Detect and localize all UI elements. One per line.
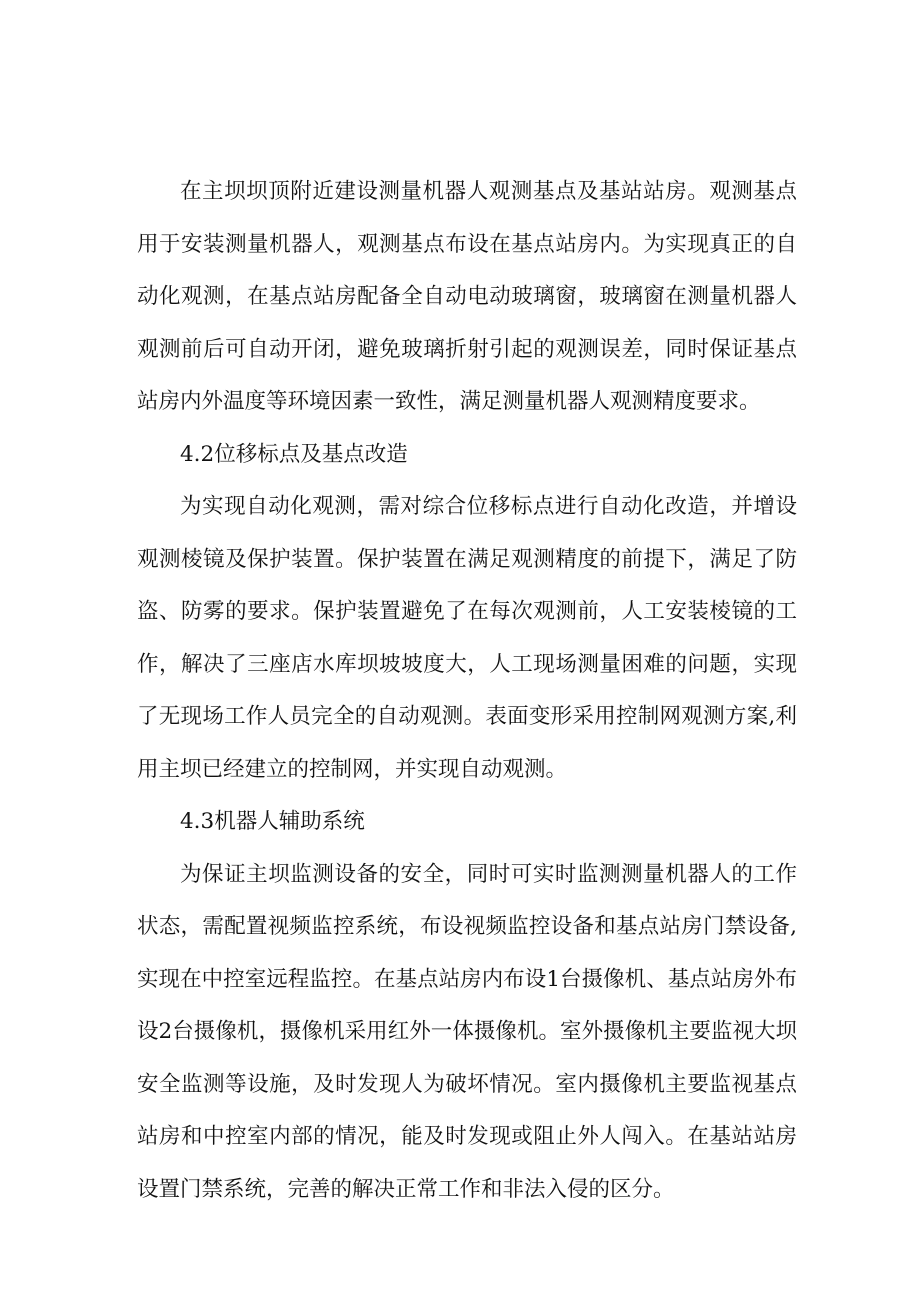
paragraph-displacement-points: 为实现自动化观测，需对综合位移标点进行自动化改造，并增设观测棱镜及保护装置。保护装置在满足观测精度的前提下，满足了防盗、防雾的要求。保护装置避免了在每次观测前，人工安装棱镜的工作，解决了三座店水库坝坡坡度大，人工现场测量困难的问题，实现了无现场工作人员完全的自动观测。表面变形采用控制网观测方案,利用主坝已经建立的控制网，并实现自动观测。 xyxy=(137,494,797,782)
paragraph-robot-auxiliary-system: 为保证主坝监测设备的安全，同时可实时监测测量机器人的工作状态，需配置视频监控系统，布设视频监控设备和基点站房门禁设备,实现在中控室远程监控。在基点站房内布设1台摄像机、基点站房外布设2台摄像机，摄像机采用红外一体摄像机。室外摄像机主要监视大坝安全监测等设施，及时发现人为破坏情况。室内摄像机主要监视基点站房和中控室内部的情况，能及时发现或阻止外人闯入。在基站站房设置门禁系统，完善的解决正常工作和非法入侵的区分。 xyxy=(137,861,797,1202)
section-heading-4-2: 4.2位移标点及基点改造 xyxy=(180,441,408,467)
section-heading-4-3: 4.3机器人辅助系统 xyxy=(180,809,365,834)
document-body xyxy=(137,166,797,1216)
paragraph-base-station: 在主坝坝顶附近建设测量机器人观测基点及基站站房。观测基点用于安装测量机器人，观测基点布设在基点站房内。为实现真正的自动化观测，在基点站房配备全自动电动玻璃窗，玻璃窗在测量机器人观测前后可自动开闭，避免玻璃折射引起的观测误差，同时保证基点站房内外温度等环境因素一致性，满足测量机器人观测精度要求。 xyxy=(137,179,797,414)
